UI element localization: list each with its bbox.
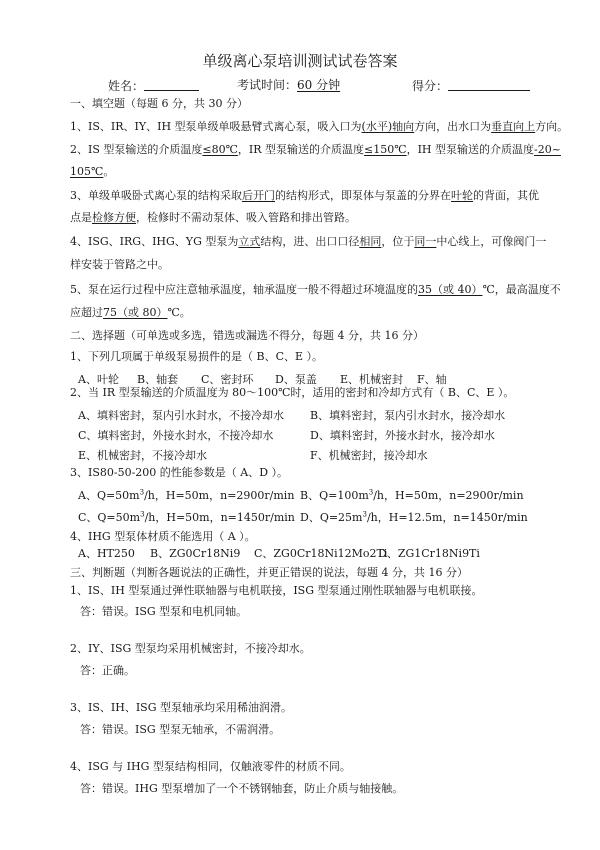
choice-question-2: 2、当 IR 型泵输送的介质温度为 80～100℃时，适用的密封和冷却方式有（ B、C、E ）。	[70, 386, 515, 399]
answer: 同一	[414, 235, 437, 248]
answer: 垂直向上	[491, 120, 536, 133]
answer: 后开门	[242, 189, 275, 202]
name-label: 姓名：	[108, 79, 145, 93]
option: B、填料密封，泵内引水封水，接冷却水	[310, 409, 506, 422]
score-label: 得分：	[412, 79, 449, 93]
name-field	[108, 78, 199, 93]
answer: (水平)轴向	[361, 120, 415, 133]
option: B、ZG0Cr18Ni9	[150, 547, 241, 560]
option: E、机械密封，不接冷却水	[78, 449, 208, 462]
option: E、机械密封	[340, 373, 404, 386]
answer: 105℃	[70, 165, 104, 178]
section3-heading: 三、判断题（判断各题说法的正确性，并更正错误的说法，每题 4 分，共 16 分）	[70, 566, 468, 579]
fill-question-5: 5、泵在运行过程中应注意轴承温度，轴承温度一般不得超过环境温度的35（或 40）℃，最高温度不	[70, 283, 561, 296]
fill-question-3: 3、单级单吸卧式离心泵的结构采取后开门的结构形式，即泵体与泵盖的分界在叶轮的背面，其优	[70, 189, 539, 202]
section2-heading: 二、选择题（可单选或多选，错选或漏选不得分，每题 4 分，共 16 分）	[70, 329, 424, 342]
option: A、叶轮	[78, 373, 119, 386]
fill-question-1: 1、IS、IR、IY、IH 型泵单级单吸悬臂式离心泵，吸入口为(水平)轴向方向，出水口为垂直向上方向。	[70, 120, 569, 133]
fill-question-5-cont: 应超过75（或 80）℃。	[70, 306, 191, 319]
option: D、ZG1Cr18Ni9Ti	[378, 547, 480, 560]
section1-heading: 一、填空题（每题 6 分，共 30 分）	[70, 97, 248, 110]
judge-answer-4: 答：错误。IHG 型泵增加了一个不锈钢轴套，防止介质与轴接触。	[80, 782, 404, 795]
option: C、$Q=50m^3/h$，H=50m，n=1450r/min	[78, 510, 295, 524]
judge-answer-3: 答：错误。ISG 型泵无轴承，不需润滑。	[80, 723, 281, 736]
choice-question-4: 4、IHG 型泵体材质不能选用（ A ）。	[70, 530, 256, 543]
answer: -20~	[534, 143, 561, 156]
option: D、填料密封，外接水封水，接冷却水	[310, 429, 495, 442]
answer: 叶轮	[451, 189, 473, 202]
judge-question-1: 1、IS、IH 型泵通过弹性联轴器与电机联接，ISG 型泵通过刚性联轴器与电机联接。	[70, 584, 483, 597]
judge-question-4: 4、ISG 与 IHG 型泵结构相同，仅触液零件的材质不同。	[70, 760, 351, 773]
answer: 立式	[238, 235, 261, 248]
option: C、密封环	[201, 373, 254, 386]
fill-question-2-cont: 105℃。	[70, 165, 115, 178]
option: D、$Q=25m^3/h$，H=12.5m，n=1450r/min	[300, 510, 528, 524]
answer: 35（或 40）	[418, 283, 483, 296]
answer: 检修方便	[92, 211, 136, 224]
fill-question-4-cont: 样安装于管路之中。	[70, 258, 169, 271]
option: C、填料密封，外接水封水，不接冷却水	[78, 429, 274, 442]
fill-question-2: 2、IS 型泵输送的介质温度≤80℃，IR 型泵输送的介质温度≤150℃，IH 型泵输送的介质温度-20~	[70, 143, 561, 156]
option: B、$Q=100m^3/h$，H=50m，n=2900r/min	[300, 488, 524, 502]
judge-answer-1: 答：错误。ISG 型泵和电机同轴。	[80, 605, 248, 618]
choice-question-1: 1、下列几项属于单级泵易损件的是（ B、C、E ）。	[70, 350, 324, 363]
fill-question-4: 4、ISG、IRG、IHG、YG 型泵为立式结构，进、出口口径相同，位于同一中心线上，可像阀门一	[70, 235, 547, 248]
answer: 75（或 80）	[103, 306, 168, 319]
name-blank	[144, 78, 199, 91]
option: B、轴套	[137, 373, 179, 386]
option: A、HT250	[78, 547, 135, 560]
option: A、$Q=50m^3/h$，H=50m，n=2900r/min	[78, 488, 295, 502]
time-field	[237, 78, 340, 92]
judge-answer-2: 答：正确。	[80, 664, 135, 677]
option: C、ZG0Cr18Ni12Mo2Ti	[254, 547, 388, 560]
answer: ≤150℃	[364, 143, 407, 156]
page-title: 单级离心泵培训测试试卷答案	[202, 52, 398, 70]
score-blank	[448, 78, 530, 91]
option: A、填料密封，泵内引水封水，不接冷却水	[78, 409, 284, 422]
answer: 相同	[359, 235, 382, 248]
fill-question-3-cont: 点是检修方便，检修时不需动泵体、吸入管路和排出管路。	[70, 211, 356, 224]
time-label: 考试时间：	[237, 78, 298, 92]
choice-question-3: 3、IS80-50-200 的性能参数是（ A、D ）。	[70, 466, 289, 479]
option: F、轴	[417, 373, 447, 386]
score-field	[412, 78, 530, 93]
judge-question-3: 3、IS、IH、ISG 型泵轴承均采用稀油润滑。	[70, 701, 292, 714]
option: F、机械密封，接冷却水	[310, 449, 428, 462]
judge-question-2: 2、IY、ISG 型泵均采用机械密封，不接冷却水。	[70, 642, 311, 655]
time-value: 60 分钟	[297, 78, 341, 92]
option: D、泵盖	[275, 373, 317, 386]
answer: ≤80℃	[202, 143, 238, 156]
